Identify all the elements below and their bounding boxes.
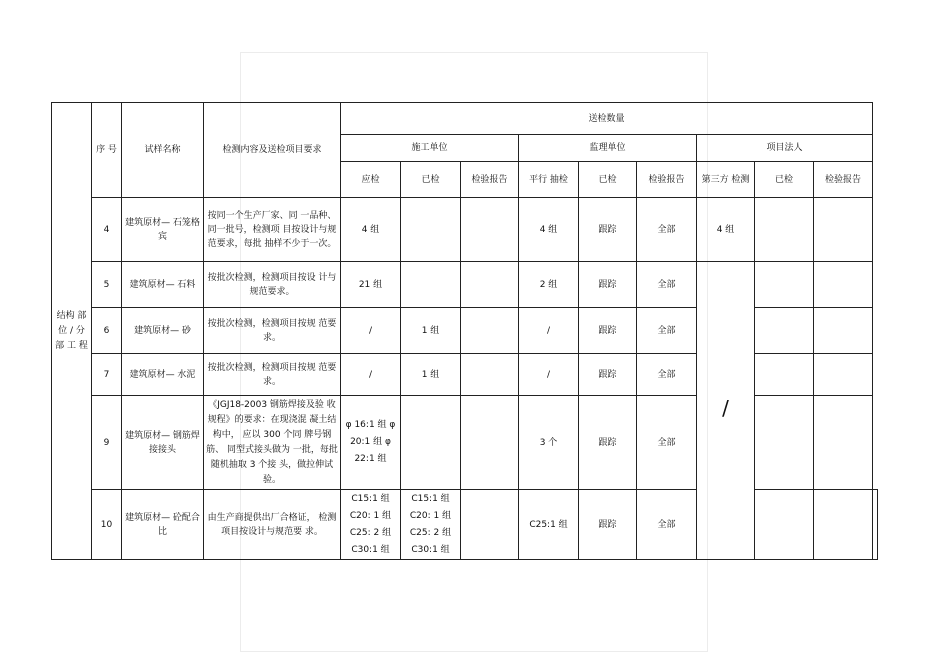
row-p-report — [814, 396, 873, 490]
row-c-report — [461, 396, 519, 490]
row-s-report: 全部 — [637, 396, 697, 490]
row-c-tested: 1 组 — [401, 354, 461, 396]
table-row — [52, 308, 878, 354]
row-name: 建筑原材— 砂 — [122, 308, 204, 354]
row-no: 5 — [92, 262, 122, 308]
row-s-tested: 跟踪 — [579, 396, 637, 490]
row-s-report: 全部 — [637, 354, 697, 396]
row-s-tested: 跟踪 — [579, 262, 637, 308]
row-c-tested: C15:1 组 C20: 1 组 C25: 2 组 C30:1 组 — [401, 490, 461, 560]
row-p-tested — [755, 308, 814, 354]
row-no: 7 — [92, 354, 122, 396]
row-c-tested: 1 组 — [401, 308, 461, 354]
row-requirement: 按批次检测，检测项目按规 范要求。 — [204, 354, 341, 396]
third-party-merged-cell — [697, 262, 755, 560]
c-report-header: 检验报告 — [461, 162, 519, 198]
row-p-report — [814, 308, 873, 354]
c-tested-header: 已检 — [401, 162, 461, 198]
row-s-tested: 跟踪 — [579, 490, 637, 560]
row-c-tested — [401, 396, 461, 490]
header-row-1 — [52, 103, 878, 135]
row-s-parallel: C25:1 组 — [519, 490, 579, 560]
row-p-tested — [755, 396, 814, 490]
s-parallel-header: 平行 抽检 — [519, 162, 579, 198]
row-s-tested: 跟踪 — [579, 198, 637, 262]
row-p-third: 4 组 — [697, 198, 755, 262]
p-third-header: 第三方 检测 — [697, 162, 755, 198]
row-requirement: 《JGJ18-2003 钢筋焊接及验 收规程》的要求：在现浇混 凝土结构中， 应以 300 个同 牌号钢筋、 同型式接头做为 一批，每批随机抽取 3 个接 头，做拉伸试验。 — [204, 396, 341, 490]
send-quantity-header: 送检数量 — [341, 103, 873, 135]
row-c-should: / — [341, 354, 401, 396]
seq-no-header: 序 号 — [92, 103, 122, 198]
row-c-report — [461, 198, 519, 262]
s-report-header: 检验报告 — [637, 162, 697, 198]
row-p-report — [873, 490, 878, 560]
table-row — [52, 262, 878, 308]
row-c-should: 4 组 — [341, 198, 401, 262]
row-s-tested: 跟踪 — [579, 308, 637, 354]
row-s-parallel: 2 组 — [519, 262, 579, 308]
row-s-report: 全部 — [637, 490, 697, 560]
inspection-table — [51, 102, 878, 560]
row-s-parallel: / — [519, 308, 579, 354]
row-c-should: / — [341, 308, 401, 354]
p-report-header: 检验报告 — [814, 162, 873, 198]
row-p-report — [814, 262, 873, 308]
row-requirement: 按批次检测，检测项目按设 计与规范要求。 — [204, 262, 341, 308]
supervision-unit-header: 监理单位 — [519, 135, 697, 162]
row-name: 建筑原材— 砼配合比 — [122, 490, 204, 560]
row-requirement: 由生产商提供出厂合格证， 检测项目按设计与规范要 求。 — [204, 490, 341, 560]
table-row — [52, 396, 878, 490]
row-c-report — [461, 262, 519, 308]
row-name: 建筑原材— 石笼格宾 — [122, 198, 204, 262]
row-p-tested — [755, 262, 814, 308]
construction-unit-header: 施工单位 — [341, 135, 519, 162]
row-c-should: C15:1 组 C20: 1 组 C25: 2 组 C30:1 组 — [341, 490, 401, 560]
row-s-report: 全部 — [637, 198, 697, 262]
row-c-report — [461, 490, 519, 560]
table-row — [52, 354, 878, 396]
row-no: 6 — [92, 308, 122, 354]
table-row — [52, 198, 878, 262]
row-s-report: 全部 — [637, 262, 697, 308]
row-p-tested — [755, 198, 814, 262]
s-tested-header: 已检 — [579, 162, 637, 198]
row-p-tested — [814, 490, 873, 560]
row-requirement: 按批次检测，检测项目按规 范要求。 — [204, 308, 341, 354]
row-no: 10 — [92, 490, 122, 560]
sample-name-header: 试样名称 — [122, 103, 204, 198]
row-p-third — [755, 490, 814, 560]
row-s-parallel: 4 组 — [519, 198, 579, 262]
slash-mark: / — [722, 396, 729, 420]
row-p-tested — [755, 354, 814, 396]
row-c-should: 21 组 — [341, 262, 401, 308]
c-should-header: 应检 — [341, 162, 401, 198]
row-s-tested: 跟踪 — [579, 354, 637, 396]
p-tested-header: 已检 — [755, 162, 814, 198]
structure-part-header: 结构 部位 / 分 部 工 程 — [52, 103, 92, 560]
row-c-report — [461, 354, 519, 396]
row-p-report — [814, 354, 873, 396]
requirements-header: 检测内容及送检项目要求 — [204, 103, 341, 198]
row-s-parallel: / — [519, 354, 579, 396]
row-p-report — [814, 198, 873, 262]
row-s-parallel: 3 个 — [519, 396, 579, 490]
row-s-report: 全部 — [637, 308, 697, 354]
row-name: 建筑原材— 钢筋焊接接头 — [122, 396, 204, 490]
row-c-tested — [401, 262, 461, 308]
row-c-tested — [401, 198, 461, 262]
row-c-should: φ 16:1 组 φ 20:1 组 φ 22:1 组 — [341, 396, 401, 490]
table-row — [52, 490, 878, 560]
row-name: 建筑原材— 石料 — [122, 262, 204, 308]
row-no: 4 — [92, 198, 122, 262]
row-requirement: 按同一个生产厂家、同 一品种、同一批号，检测项 目按设计与规范要求，每批 抽样不少于一次。 — [204, 198, 341, 262]
row-c-report — [461, 308, 519, 354]
row-name: 建筑原材— 水泥 — [122, 354, 204, 396]
row-no: 9 — [92, 396, 122, 490]
project-legal-header: 项目法人 — [697, 135, 873, 162]
